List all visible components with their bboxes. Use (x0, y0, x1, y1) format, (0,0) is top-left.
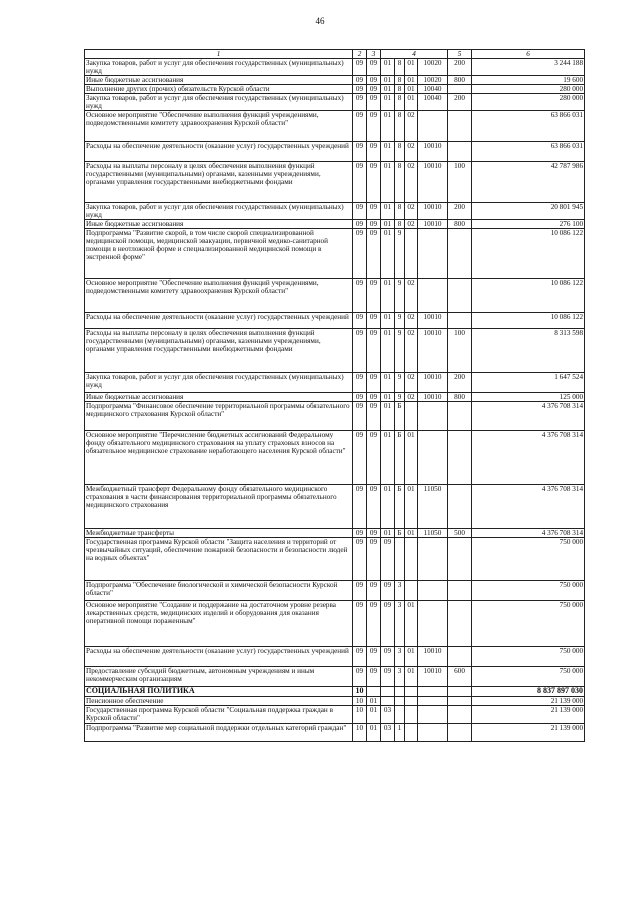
row-program-cell: 01 (381, 279, 395, 313)
row-pr-cell: 09 (367, 76, 381, 85)
table-header-row (85, 50, 585, 59)
row-name-cell: Основное мероприятие "Перечисление бюджетных ассигнований Федеральному фонду обязательного медицинского страхования на уплату страховых взносов на обязательное медицинское страхование неработающего населения Курской области" (85, 431, 353, 485)
page-number: 46 (315, 16, 325, 26)
row-rz-cell: 09 (353, 329, 367, 373)
row-pr-cell: 09 (367, 647, 381, 667)
row-rz-cell: 09 (353, 85, 367, 94)
row-subprogram-cell: 9 (395, 229, 405, 279)
row-pr-cell: 09 (367, 313, 381, 329)
row-vr-cell (448, 538, 472, 581)
row-program-cell: 01 (381, 94, 395, 111)
row-program-cell: 01 (381, 220, 395, 229)
row-direction-cell (418, 581, 448, 601)
row-activity-cell (405, 724, 418, 742)
row-subprogram-cell: Б (395, 431, 405, 485)
row-name-cell: Межбюджетный трансферт Федеральному фонду обязательного медицинского страхования в части финансирования территориальной программы обязательного медицинского страхования (85, 485, 353, 529)
row-rz-cell: 09 (353, 431, 367, 485)
row-vr-cell: 200 (448, 373, 472, 393)
row-sum-cell: 750 000 (472, 538, 585, 581)
table-row (85, 697, 585, 706)
table-row (85, 402, 585, 431)
row-program-cell: 01 (381, 162, 395, 203)
row-rz-cell: 09 (353, 529, 367, 538)
row-vr-cell (448, 485, 472, 529)
row-pr-cell: 09 (367, 85, 381, 94)
row-activity-cell: 02 (405, 313, 418, 329)
table-row (85, 111, 585, 142)
row-subprogram-cell: 1 (395, 724, 405, 742)
row-sum-cell: 4 376 708 314 (472, 529, 585, 538)
row-program-cell: 01 (381, 529, 395, 538)
row-activity-cell: 01 (405, 647, 418, 667)
row-activity-cell (405, 538, 418, 581)
row-name-cell: Подпрограмма "Финансовое обеспечение территориальной программы обязательного медицинского страхования Курской области" (85, 402, 353, 431)
row-subprogram-cell: 8 (395, 76, 405, 85)
row-direction-cell: 10010 (418, 142, 448, 162)
row-vr-cell (448, 697, 472, 706)
row-pr-cell: 01 (367, 706, 381, 724)
row-vr-cell: 800 (448, 220, 472, 229)
row-sum-cell: 750 000 (472, 581, 585, 601)
row-activity-cell: 02 (405, 142, 418, 162)
row-activity-cell (405, 697, 418, 706)
row-name-cell: Расходы на обеспечение деятельности (оказание услуг) государственных учреждений (85, 142, 353, 162)
row-rz-cell: 10 (353, 706, 367, 724)
row-vr-cell (448, 279, 472, 313)
budget-table (84, 49, 585, 742)
row-program-cell: 09 (381, 601, 395, 647)
row-vr-cell: 500 (448, 529, 472, 538)
row-rz-cell: 09 (353, 220, 367, 229)
row-direction-cell: 10010 (418, 162, 448, 203)
row-rz-cell: 09 (353, 601, 367, 647)
row-subprogram-cell: 8 (395, 111, 405, 142)
row-subprogram-cell: 3 (395, 647, 405, 667)
row-pr-cell: 09 (367, 203, 381, 220)
row-program-cell (381, 697, 395, 706)
table-row (85, 313, 585, 329)
row-vr-cell (448, 85, 472, 94)
row-activity-cell: 02 (405, 220, 418, 229)
row-activity-cell: 02 (405, 329, 418, 373)
row-activity-cell (405, 706, 418, 724)
row-sum-cell: 750 000 (472, 667, 585, 687)
row-subprogram-cell: Б (395, 485, 405, 529)
row-pr-cell: 09 (367, 538, 381, 581)
row-program-cell: 09 (381, 647, 395, 667)
row-sum-cell: 280 000 (472, 85, 585, 94)
row-rz-cell: 09 (353, 485, 367, 529)
row-activity-cell: 01 (405, 667, 418, 687)
row-activity-cell: 01 (405, 601, 418, 647)
header-cell-pr: 3 (367, 50, 381, 59)
header-cell-vr: 5 (448, 50, 472, 59)
table-row (85, 647, 585, 667)
row-vr-cell (448, 402, 472, 431)
row-rz-cell: 09 (353, 313, 367, 329)
row-direction-cell (418, 687, 448, 697)
row-name-cell: Подпрограмма "Развитие мер социальной поддержки отдельных категорий граждан" (85, 724, 353, 742)
row-subprogram-cell: 9 (395, 373, 405, 393)
row-subprogram-cell (395, 697, 405, 706)
row-rz-cell: 09 (353, 581, 367, 601)
row-rz-cell: 09 (353, 111, 367, 142)
row-pr-cell: 01 (367, 724, 381, 742)
row-pr-cell: 09 (367, 529, 381, 538)
row-rz-cell: 09 (353, 94, 367, 111)
row-vr-cell (448, 724, 472, 742)
row-sum-cell: 10 086 122 (472, 313, 585, 329)
row-name-cell: Закупка товаров, работ и услуг для обеспечения государственных (муниципальных) нужд (85, 373, 353, 393)
table-row (85, 76, 585, 85)
row-subprogram-cell: 8 (395, 142, 405, 162)
row-sum-cell: 280 000 (472, 94, 585, 111)
row-pr-cell: 01 (367, 697, 381, 706)
row-direction-cell: 10040 (418, 85, 448, 94)
row-name-cell: Подпрограмма "Развитие скорой, в том числе скорой специализированной медицинской помощи, медицинской эвакуации, первичной медико-санитарной помощи в неотложной форме и специализированной медицинской помощи в экстренной форме" (85, 229, 353, 279)
row-activity-cell: 02 (405, 162, 418, 203)
row-direction-cell: 10040 (418, 94, 448, 111)
row-activity-cell: 01 (405, 485, 418, 529)
row-subprogram-cell: 3 (395, 601, 405, 647)
row-subprogram-cell: 9 (395, 279, 405, 313)
row-program-cell: 01 (381, 203, 395, 220)
row-vr-cell: 200 (448, 59, 472, 76)
row-vr-cell (448, 229, 472, 279)
row-vr-cell (448, 601, 472, 647)
row-sum-cell: 4 376 708 314 (472, 402, 585, 431)
row-sum-cell: 8 313 598 (472, 329, 585, 373)
row-program-cell: 09 (381, 667, 395, 687)
row-program-cell: 01 (381, 373, 395, 393)
header-cell-csr: 4 (381, 50, 448, 59)
table-row (85, 373, 585, 393)
table-row (85, 329, 585, 373)
row-activity-cell: 02 (405, 279, 418, 313)
row-sum-cell: 750 000 (472, 601, 585, 647)
row-rz-cell: 09 (353, 229, 367, 279)
row-rz-cell: 10 (353, 687, 367, 697)
table-row (85, 601, 585, 647)
row-sum-cell: 4 376 708 314 (472, 431, 585, 485)
row-subprogram-cell (395, 538, 405, 581)
table-row (85, 581, 585, 601)
row-subprogram-cell: 9 (395, 313, 405, 329)
row-direction-cell: 10010 (418, 647, 448, 667)
header-cell-rz: 2 (353, 50, 367, 59)
row-subprogram-cell: 9 (395, 393, 405, 402)
row-vr-cell (448, 647, 472, 667)
row-name-cell: Расходы на выплаты персоналу в целях обеспечения выполнения функций государственными (муниципальными) органами, казенными учреждениями, органами управления государственными внебюджетными фондами (85, 162, 353, 203)
row-rz-cell: 09 (353, 393, 367, 402)
row-rz-cell: 10 (353, 697, 367, 706)
row-sum-cell: 21 139 000 (472, 706, 585, 724)
row-subprogram-cell (395, 687, 405, 697)
row-pr-cell: 09 (367, 142, 381, 162)
row-name-cell: СОЦИАЛЬНАЯ ПОЛИТИКА (85, 687, 353, 697)
header-cell-sum: 6 (472, 50, 585, 59)
row-activity-cell (405, 229, 418, 279)
row-activity-cell (405, 402, 418, 431)
row-sum-cell: 19 600 (472, 76, 585, 85)
row-sum-cell: 10 086 122 (472, 279, 585, 313)
row-direction-cell (418, 724, 448, 742)
row-sum-cell: 125 000 (472, 393, 585, 402)
row-subprogram-cell: 8 (395, 162, 405, 203)
row-direction-cell: 10010 (418, 667, 448, 687)
row-program-cell: 01 (381, 329, 395, 373)
row-direction-cell: 10010 (418, 203, 448, 220)
row-pr-cell: 09 (367, 329, 381, 373)
row-pr-cell: 09 (367, 111, 381, 142)
row-sum-cell: 10 086 122 (472, 229, 585, 279)
table-row (85, 724, 585, 742)
row-vr-cell (448, 111, 472, 142)
row-vr-cell (448, 581, 472, 601)
row-direction-cell: 10020 (418, 59, 448, 76)
row-name-cell: Основное мероприятие "Обеспечение выполнения функций учреждениями, подведомственными комитету здравоохранения Курской области" (85, 111, 353, 142)
row-name-cell: Выполнение других (прочих) обязательств Курской области (85, 85, 353, 94)
table-row (85, 529, 585, 538)
row-program-cell: 01 (381, 85, 395, 94)
row-rz-cell: 09 (353, 402, 367, 431)
row-direction-cell: 10010 (418, 329, 448, 373)
row-activity-cell: 01 (405, 529, 418, 538)
row-vr-cell: 200 (448, 94, 472, 111)
row-sum-cell: 21 139 000 (472, 697, 585, 706)
row-direction-cell (418, 279, 448, 313)
table-row (85, 687, 585, 697)
row-rz-cell: 09 (353, 279, 367, 313)
row-subprogram-cell: Б (395, 529, 405, 538)
row-program-cell: 01 (381, 402, 395, 431)
row-subprogram-cell (395, 706, 405, 724)
row-name-cell: Расходы на обеспечение деятельности (оказание услуг) государственных учреждений (85, 647, 353, 667)
row-direction-cell (418, 538, 448, 581)
row-subprogram-cell: 3 (395, 667, 405, 687)
row-direction-cell (418, 111, 448, 142)
table-row (85, 431, 585, 485)
row-subprogram-cell: 8 (395, 94, 405, 111)
row-pr-cell: 09 (367, 279, 381, 313)
table-row (85, 162, 585, 203)
row-program-cell: 01 (381, 313, 395, 329)
row-name-cell: Основное мероприятие "Создание и поддержание на достаточном уровне резерва лекарственных средств, медицинских изделий и оборудования для оказания оперативной помощи пораженным" (85, 601, 353, 647)
row-program-cell: 01 (381, 393, 395, 402)
row-rz-cell: 10 (353, 724, 367, 742)
table-row (85, 538, 585, 581)
table-row (85, 85, 585, 94)
row-activity-cell: 01 (405, 431, 418, 485)
row-sum-cell: 63 866 031 (472, 111, 585, 142)
row-vr-cell (448, 706, 472, 724)
row-vr-cell: 800 (448, 76, 472, 85)
row-name-cell: Подпрограмма "Обеспечение биологической и химической безопасности Курской области" (85, 581, 353, 601)
row-pr-cell: 09 (367, 431, 381, 485)
table-row (85, 142, 585, 162)
row-rz-cell: 09 (353, 59, 367, 76)
row-direction-cell (418, 601, 448, 647)
row-sum-cell: 4 376 708 314 (472, 485, 585, 529)
row-direction-cell: 10010 (418, 313, 448, 329)
row-direction-cell (418, 706, 448, 724)
row-vr-cell: 600 (448, 667, 472, 687)
row-subprogram-cell: 8 (395, 59, 405, 76)
row-rz-cell: 09 (353, 667, 367, 687)
row-activity-cell: 01 (405, 85, 418, 94)
row-rz-cell: 09 (353, 203, 367, 220)
row-sum-cell: 276 100 (472, 220, 585, 229)
row-rz-cell: 09 (353, 538, 367, 581)
row-program-cell: 01 (381, 229, 395, 279)
row-sum-cell: 63 866 031 (472, 142, 585, 162)
row-direction-cell: 11050 (418, 529, 448, 538)
row-activity-cell: 02 (405, 393, 418, 402)
row-activity-cell: 02 (405, 203, 418, 220)
row-pr-cell (367, 687, 381, 697)
row-pr-cell: 09 (367, 402, 381, 431)
table-row (85, 485, 585, 529)
table-row (85, 279, 585, 313)
row-activity-cell: 02 (405, 111, 418, 142)
table-row (85, 59, 585, 76)
row-sum-cell: 1 647 524 (472, 373, 585, 393)
row-program-cell: 01 (381, 142, 395, 162)
row-rz-cell: 09 (353, 373, 367, 393)
row-subprogram-cell: Б (395, 402, 405, 431)
row-subprogram-cell: 9 (395, 329, 405, 373)
row-pr-cell: 09 (367, 94, 381, 111)
row-name-cell: Межбюджетные трансферты (85, 529, 353, 538)
row-subprogram-cell: 8 (395, 220, 405, 229)
row-name-cell: Предоставление субсидий бюджетным, автономным учреждениям и иным некоммерческим организациям (85, 667, 353, 687)
row-pr-cell: 09 (367, 162, 381, 203)
row-program-cell: 09 (381, 538, 395, 581)
row-name-cell: Государственная программа Курской области "Социальная поддержка граждан в Курской области" (85, 706, 353, 724)
row-vr-cell: 800 (448, 393, 472, 402)
row-pr-cell: 09 (367, 220, 381, 229)
row-vr-cell (448, 687, 472, 697)
table-row (85, 220, 585, 229)
row-name-cell: Иные бюджетные ассигнования (85, 76, 353, 85)
row-program-cell (381, 687, 395, 697)
row-rz-cell: 09 (353, 162, 367, 203)
row-vr-cell (448, 431, 472, 485)
row-activity-cell (405, 687, 418, 697)
row-vr-cell (448, 313, 472, 329)
row-direction-cell (418, 402, 448, 431)
row-subprogram-cell: 8 (395, 85, 405, 94)
table-row (85, 94, 585, 111)
row-pr-cell: 09 (367, 373, 381, 393)
row-direction-cell (418, 697, 448, 706)
row-direction-cell: 10010 (418, 220, 448, 229)
row-program-cell: 03 (381, 706, 395, 724)
row-program-cell: 01 (381, 431, 395, 485)
row-sum-cell: 42 787 986 (472, 162, 585, 203)
table-row (85, 706, 585, 724)
row-pr-cell: 09 (367, 667, 381, 687)
row-name-cell: Закупка товаров, работ и услуг для обеспечения государственных (муниципальных) нужд (85, 94, 353, 111)
row-pr-cell: 09 (367, 59, 381, 76)
row-pr-cell: 09 (367, 581, 381, 601)
row-name-cell: Пенсионное обеспечение (85, 697, 353, 706)
row-activity-cell (405, 581, 418, 601)
row-name-cell: Иные бюджетные ассигнования (85, 220, 353, 229)
row-name-cell: Закупка товаров, работ и услуг для обеспечения государственных (муниципальных) нужд (85, 203, 353, 220)
row-activity-cell: 01 (405, 76, 418, 85)
row-name-cell: Расходы на выплаты персоналу в целях обеспечения выполнения функций государственными (муниципальными) органами, казенными учреждениями, органами управления государственными внебюджетными фондами (85, 329, 353, 373)
row-sum-cell: 21 139 000 (472, 724, 585, 742)
row-rz-cell: 09 (353, 647, 367, 667)
row-direction-cell: 11050 (418, 485, 448, 529)
row-direction-cell: 10010 (418, 373, 448, 393)
row-direction-cell (418, 431, 448, 485)
row-program-cell: 01 (381, 59, 395, 76)
row-program-cell: 03 (381, 724, 395, 742)
row-pr-cell: 09 (367, 485, 381, 529)
table-row (85, 203, 585, 220)
row-name-cell: Основное мероприятие "Обеспечение выполнения функций учреждениями, подведомственными комитету здравоохранения Курской области" (85, 279, 353, 313)
row-name-cell: Государственная программа Курской области "Защита населения и территорий от чрезвычайных ситуаций, обеспечение пожарной безопасности и безопасности людей на водных объектах" (85, 538, 353, 581)
row-activity-cell: 01 (405, 94, 418, 111)
row-program-cell: 01 (381, 485, 395, 529)
row-sum-cell: 750 000 (472, 647, 585, 667)
row-name-cell: Закупка товаров, работ и услуг для обеспечения государственных (муниципальных) нужд (85, 59, 353, 76)
row-pr-cell: 09 (367, 393, 381, 402)
row-vr-cell (448, 142, 472, 162)
row-name-cell: Расходы на обеспечение деятельности (оказание услуг) государственных учреждений (85, 313, 353, 329)
row-subprogram-cell: 3 (395, 581, 405, 601)
header-cell-name: 1 (85, 50, 353, 59)
row-pr-cell: 09 (367, 229, 381, 279)
row-sum-cell: 3 244 188 (472, 59, 585, 76)
row-rz-cell: 09 (353, 76, 367, 85)
row-vr-cell: 100 (448, 329, 472, 373)
row-program-cell: 01 (381, 111, 395, 142)
row-pr-cell: 09 (367, 601, 381, 647)
row-rz-cell: 09 (353, 142, 367, 162)
row-direction-cell: 10020 (418, 76, 448, 85)
table-row (85, 229, 585, 279)
table-row (85, 393, 585, 402)
row-activity-cell: 02 (405, 373, 418, 393)
row-name-cell: Иные бюджетные ассигнования (85, 393, 353, 402)
row-subprogram-cell: 8 (395, 203, 405, 220)
row-sum-cell: 8 837 897 030 (472, 687, 585, 697)
row-program-cell: 01 (381, 76, 395, 85)
row-sum-cell: 20 801 945 (472, 203, 585, 220)
row-direction-cell (418, 229, 448, 279)
row-activity-cell: 01 (405, 59, 418, 76)
row-vr-cell: 100 (448, 162, 472, 203)
row-direction-cell: 10010 (418, 393, 448, 402)
row-vr-cell: 200 (448, 203, 472, 220)
table-row (85, 667, 585, 687)
row-program-cell: 09 (381, 581, 395, 601)
